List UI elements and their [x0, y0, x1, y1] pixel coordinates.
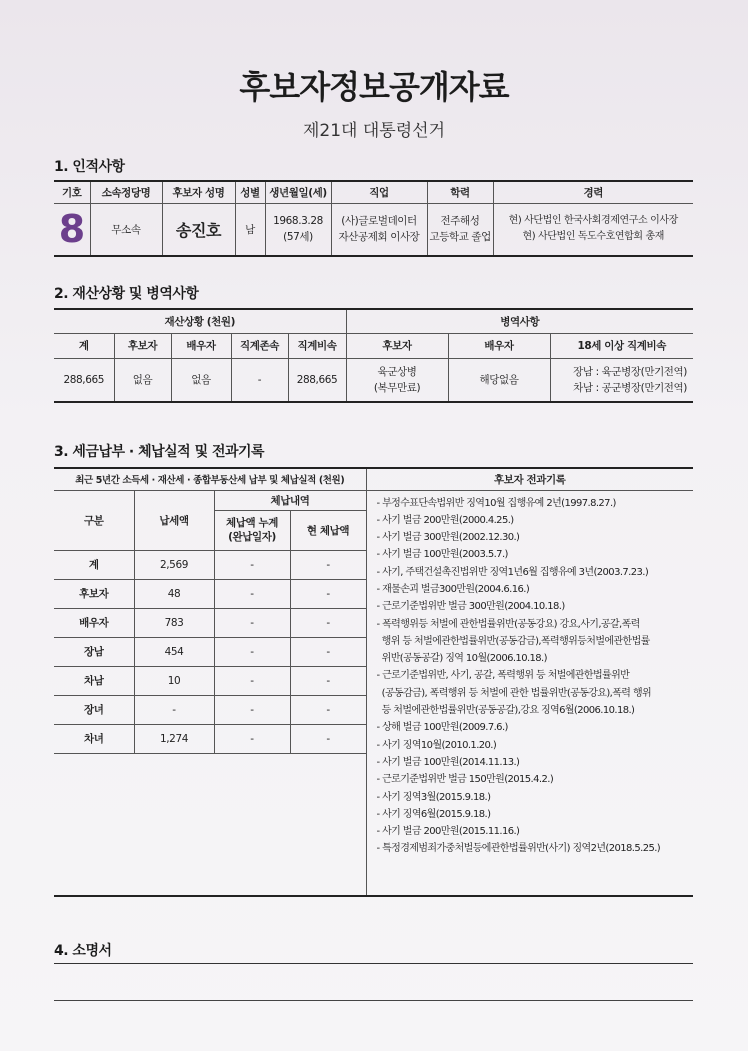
sub-header-mil-candidate: 후보자	[346, 333, 448, 358]
property-military-table	[54, 308, 693, 403]
military-candidate-line-2: (복무만료)	[373, 381, 421, 394]
tax-row-paid: 2,569	[134, 550, 214, 579]
criminal-record-item: - 사기 징역3월(2015.9.18.)	[376, 791, 491, 803]
party-name: 무소속	[90, 203, 162, 256]
tax-row-label: 배우자	[54, 608, 134, 637]
military-son-2: 차남 : 공군병장(만기전역)	[573, 381, 687, 394]
section2-title: 2. 재산상황 및 병역사항	[54, 286, 199, 302]
tax-row-paid: -	[134, 695, 214, 724]
header-name: 후보자 성명	[162, 181, 235, 203]
tax-row-current: -	[290, 695, 366, 724]
header-education: 학력	[427, 181, 493, 203]
property-data-row	[54, 358, 693, 402]
arrears-cumulative-line-1: 체납액 누계	[226, 517, 278, 529]
property-total: 288,665	[54, 358, 114, 402]
tax-header: 최근 5년간 소득세 · 재산세 · 종합부동산세 납부 및 체납실적 (천원)	[54, 468, 366, 490]
statement-top-line	[54, 963, 693, 964]
tax-row-cumulative: -	[214, 579, 290, 608]
tax-row-label: 장남	[54, 637, 134, 666]
tax-col-arrears-current: 현 체납액	[290, 510, 366, 550]
criminal-record-item: - 근로기준법위반 벌금 150만원(2015.4.2.)	[376, 774, 554, 786]
tax-row-current: -	[290, 608, 366, 637]
tax-row-paid: 48	[134, 579, 214, 608]
header-birth: 생년월일(세)	[265, 181, 331, 203]
criminal-record-item: - 재물손괴 벌금300만원(2004.6.16.)	[376, 583, 530, 595]
arrears-cumulative-line-2: (완납일자)	[228, 531, 276, 543]
candidate-number: 8	[54, 203, 90, 256]
header-party: 소속정당명	[90, 181, 162, 203]
tax-row-cumulative: -	[214, 666, 290, 695]
criminal-record-item: - 근로기준법위반 벌금 300만원(2004.10.18.)	[376, 601, 565, 613]
tax-row-paid: 10	[134, 666, 214, 695]
section3-title: 3. 세금납부 · 체납실적 및 전과기록	[54, 444, 265, 460]
criminal-record-item: - 부정수표단속법위반 징역10월 집행유예 2년(1997.8.27.)	[376, 497, 616, 509]
tax-col-paid: 납세액	[134, 490, 214, 550]
tax-row-paid: 1,274	[134, 724, 214, 753]
tax-row-cumulative: -	[214, 724, 290, 753]
section1-title: 1. 인적사항	[54, 159, 125, 175]
military-candidate	[346, 358, 448, 402]
military-children	[550, 358, 693, 402]
criminal-record-item: 등 처벌에관한법률위반(공동공갈),강요 징역6월(2006.10.18.)	[376, 705, 635, 717]
header-number: 기호	[54, 181, 90, 203]
tax-row-label: 차녀	[54, 724, 134, 753]
property-sub-header-row	[54, 333, 693, 358]
statement-bottom-line	[54, 1000, 693, 1001]
personal-header-row	[54, 181, 693, 203]
property-ascendant: -	[231, 358, 288, 402]
birth-date-line: 1968.3.28	[273, 215, 323, 228]
header-career: 경력	[493, 181, 693, 203]
military-spouse: 해당없음	[448, 358, 550, 402]
sub-header-candidate: 후보자	[114, 333, 171, 358]
tax-row-label: 차남	[54, 666, 134, 695]
tax-row-label: 장녀	[54, 695, 134, 724]
sub-header-total: 계	[54, 333, 114, 358]
header-gender: 성별	[235, 181, 265, 203]
tax-group-header-row	[54, 468, 693, 490]
tax-criminal-table	[54, 467, 693, 897]
education-line-2: 고등학교 졸업	[429, 231, 491, 244]
military-header: 병역사항	[346, 309, 693, 333]
tax-row-label: 후보자	[54, 579, 134, 608]
sub-header-ascendant: 직계존속	[231, 333, 288, 358]
job	[331, 203, 427, 256]
career-line-2: 현) 사단법인 독도수호연합회 총재	[522, 231, 664, 243]
tax-row-paid: 783	[134, 608, 214, 637]
birth-date	[265, 203, 331, 256]
tax-row-current: -	[290, 579, 366, 608]
sub-header-mil-spouse: 배우자	[448, 333, 550, 358]
criminal-record-item: - 폭력행위등 처벌에 관한법률위반(공동강요) 강요,사기,공갈,폭력	[376, 618, 640, 630]
military-son-1: 장남 : 육군병장(만기전역)	[573, 365, 687, 378]
sub-header-descendant: 직계비속	[288, 333, 346, 358]
header-job: 직업	[331, 181, 427, 203]
criminal-record-item: (공동감금), 폭력행위 등 처벌에 관한 법률위반(공동강요),폭력 행위	[376, 687, 652, 699]
tax-row-current: -	[290, 666, 366, 695]
property-candidate: 없음	[114, 358, 171, 402]
candidate-name: 송진호	[162, 203, 235, 256]
property-header: 재산상황 (천원)	[54, 309, 346, 333]
tax-row-cumulative: -	[214, 608, 290, 637]
career-line-1: 현) 사단법인 한국사회경제연구소 이사장	[508, 215, 678, 227]
criminal-record-item: - 근로기준법위반, 사기, 공갈, 폭력행위 등 처벌에관한법률위반	[376, 670, 630, 682]
tax-row-current: -	[290, 550, 366, 579]
page-subtitle: 제21대 대통령선거	[303, 121, 445, 141]
personal-data-row	[54, 203, 693, 256]
tax-row-paid: 454	[134, 637, 214, 666]
property-spouse: 없음	[171, 358, 231, 402]
tax-row-current: -	[290, 724, 366, 753]
tax-col-arrears: 체납내역	[214, 490, 366, 510]
sub-header-mil-children: 18세 이상 직계비속	[550, 333, 693, 358]
tax-header-row-1	[54, 490, 693, 510]
personal-info-table	[54, 180, 693, 257]
criminal-record-item: 위반(공동공갈) 징역 10월(2006.10.18.)	[376, 653, 547, 665]
tax-row-current: -	[290, 637, 366, 666]
sub-header-spouse: 배우자	[171, 333, 231, 358]
section4-title: 4. 소명서	[54, 943, 112, 959]
tax-col-arrears-cumulative	[214, 510, 290, 550]
criminal-record-item: - 사기 벌금 200만원(2000.4.25.)	[376, 514, 514, 526]
criminal-record-item: - 사기, 주택건설촉진법위반 징역1년6월 집행유예 3년(2003.7.23.)	[376, 566, 649, 578]
criminal-record-item: - 상해 벌금 100만원(2009.7.6.)	[376, 722, 508, 734]
tax-empty-cell	[54, 753, 366, 896]
education-line-1: 전주해성	[440, 215, 480, 228]
criminal-record-item: - 사기 벌금 200만원(2015.11.16.)	[376, 826, 520, 838]
age-line: (57세)	[283, 231, 313, 244]
tax-row-label: 계	[54, 550, 134, 579]
criminal-record-lines	[377, 495, 687, 858]
education	[427, 203, 493, 256]
job-line-2: 자산공제회 이사장	[338, 231, 420, 244]
criminal-record-item: - 사기 벌금 100만원(2014.11.13.)	[376, 756, 520, 768]
page-title: 후보자정보공개자료	[239, 68, 509, 106]
career	[493, 203, 693, 256]
tax-row-cumulative: -	[214, 695, 290, 724]
criminal-record-item: - 특정경제범죄가중처벌등에관한법률위반(사기) 징역2년(2018.5.25.)	[376, 843, 661, 855]
tax-row-cumulative: -	[214, 637, 290, 666]
criminal-record-item: - 사기 벌금 300만원(2002.12.30.)	[376, 532, 520, 544]
property-group-header-row	[54, 309, 693, 333]
military-candidate-line-1: 육군상병	[377, 365, 417, 378]
tax-col-category: 구분	[54, 490, 134, 550]
tax-row-cumulative: -	[214, 550, 290, 579]
property-descendant: 288,665	[288, 358, 346, 402]
criminal-record-item: 행위 등 처벌에관한법률위반(공동감금),폭력행위등처벌에관한법률	[376, 635, 650, 647]
criminal-record-list	[366, 490, 693, 896]
criminal-record-item: - 사기 징역6월(2015.9.18.)	[376, 808, 491, 820]
criminal-record-item: - 사기 벌금 100만원(2003.5.7.)	[376, 549, 508, 561]
criminal-header: 후보자 전과기록	[366, 468, 693, 490]
job-line-1: (사)글로벌데이터	[341, 215, 417, 228]
criminal-record-item: - 사기 징역10월(2010.1.20.)	[376, 739, 497, 751]
gender: 남	[235, 203, 265, 256]
